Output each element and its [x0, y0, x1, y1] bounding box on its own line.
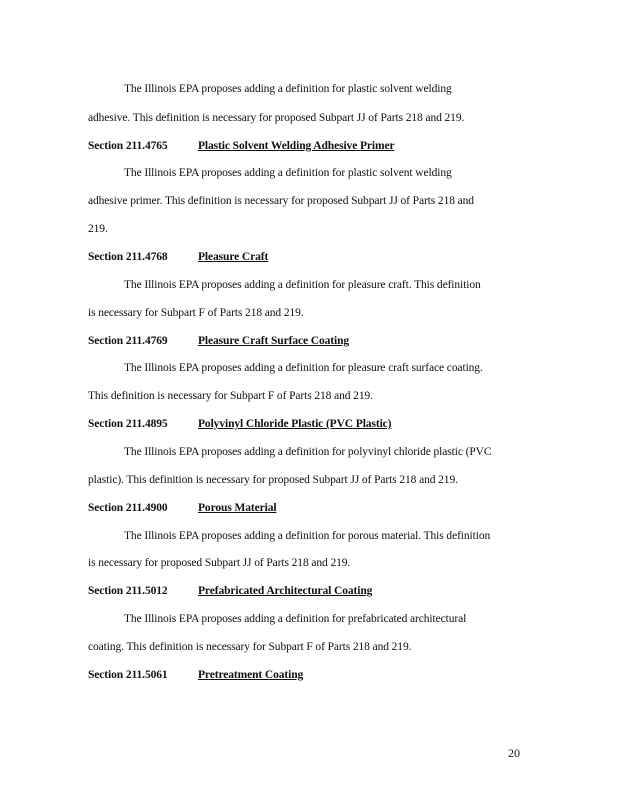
body-text-line: The Illinois EPA proposes adding a definition for prefabricated architectural — [124, 613, 467, 625]
section-heading — [88, 417, 391, 431]
section-heading — [88, 334, 349, 348]
section-number: Section 211.5012 — [88, 585, 168, 597]
section-number: Section 211.4895 — [88, 418, 168, 430]
section-heading — [88, 584, 372, 598]
body-text-line: is necessary for proposed Subpart JJ of Parts 218 and 219. — [88, 557, 351, 569]
body-text-line: adhesive primer. This definition is necessary for proposed Subpart JJ of Parts 218 and — [88, 195, 474, 207]
section-title: Plastic Solvent Welding Adhesive Primer — [198, 140, 395, 152]
section-heading — [88, 668, 303, 682]
body-text-line: The Illinois EPA proposes adding a definition for porous material. This definition — [124, 530, 491, 542]
section-number: Section 211.5061 — [88, 669, 168, 681]
body-text-line: The Illinois EPA proposes adding a definition for pleasure craft. This definition — [124, 279, 481, 291]
page-number: 20 — [508, 746, 520, 760]
body-text-line: The Illinois EPA proposes adding a definition for plastic solvent welding — [124, 83, 452, 95]
section-title: Pretreatment Coating — [198, 669, 304, 681]
body-text-line: adhesive. This definition is necessary for proposed Subpart JJ of Parts 218 and 219. — [88, 112, 465, 124]
section-number: Section 211.4765 — [88, 140, 168, 152]
body-text-line: coating. This definition is necessary for Subpart F of Parts 218 and 219. — [88, 641, 412, 653]
section-heading — [88, 501, 276, 515]
section-heading — [88, 139, 395, 153]
section-title: Pleasure Craft — [198, 251, 269, 263]
body-text-line: 219. — [88, 223, 108, 235]
section-title: Pleasure Craft Surface Coating — [198, 335, 350, 347]
section-title: Polyvinyl Chloride Plastic (PVC Plastic) — [198, 418, 392, 430]
section-heading — [88, 250, 268, 264]
body-text-line: plastic). This definition is necessary for proposed Subpart JJ of Parts 218 and 219. — [88, 474, 458, 486]
body-text-line: The Illinois EPA proposes adding a definition for pleasure craft surface coating. — [124, 362, 483, 374]
body-text-line: The Illinois EPA proposes adding a definition for plastic solvent welding — [124, 167, 452, 179]
section-number: Section 211.4768 — [88, 251, 168, 263]
body-text-line: is necessary for Subpart F of Parts 218 and 219. — [88, 307, 304, 319]
section-title: Porous Material — [198, 502, 277, 514]
section-number: Section 211.4769 — [88, 335, 168, 347]
section-number: Section 211.4900 — [88, 502, 168, 514]
section-title: Prefabricated Architectural Coating — [198, 585, 373, 597]
body-text-line: The Illinois EPA proposes adding a definition for polyvinyl chloride plastic (PVC — [124, 446, 492, 458]
body-text-line: This definition is necessary for Subpart F of Parts 218 and 219. — [88, 390, 373, 402]
